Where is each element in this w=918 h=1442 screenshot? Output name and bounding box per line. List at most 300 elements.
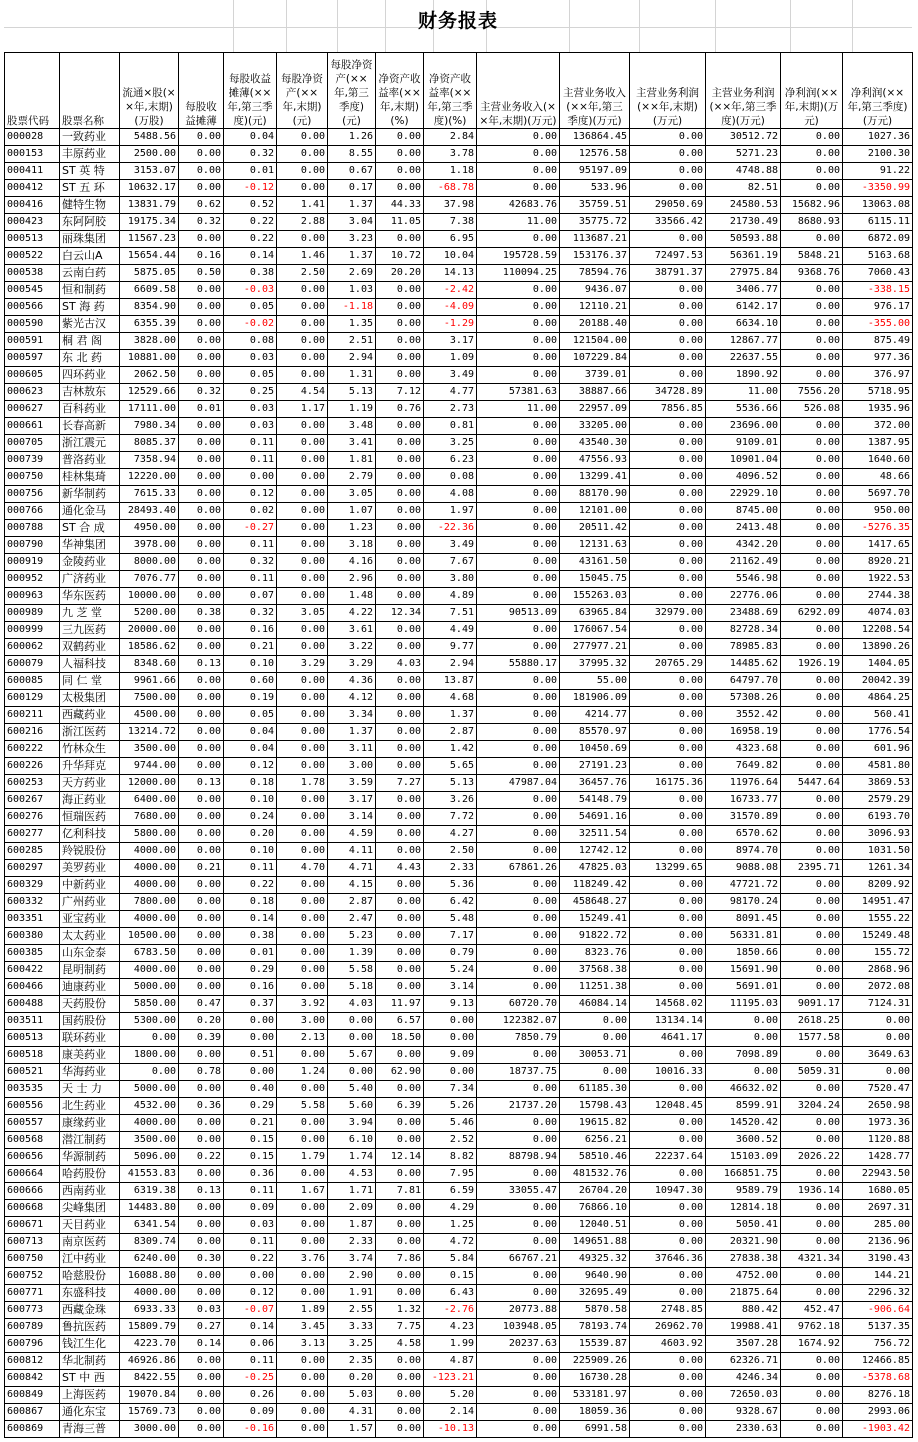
stock-code-cell[interactable]: 600211 <box>5 707 60 724</box>
value-cell[interactable]: 14568.02 <box>630 996 706 1013</box>
value-cell[interactable]: 1640.60 <box>843 452 913 469</box>
value-cell[interactable]: 9368.76 <box>781 265 843 282</box>
value-cell[interactable]: 8.82 <box>424 1149 477 1166</box>
stock-code-cell[interactable]: 600869 <box>5 1421 60 1438</box>
value-cell[interactable]: 5.84 <box>424 1251 477 1268</box>
stock-name-cell[interactable]: 康缘药业 <box>60 1115 120 1132</box>
value-cell[interactable]: 0.06 <box>224 1336 277 1353</box>
value-cell[interactable]: 0.00 <box>376 1268 424 1285</box>
value-cell[interactable]: 4.54 <box>277 384 328 401</box>
value-cell[interactable]: 0.00 <box>224 469 277 486</box>
value-cell[interactable]: 1.97 <box>424 503 477 520</box>
value-cell[interactable]: 20.20 <box>376 265 424 282</box>
value-cell[interactable]: 5.58 <box>328 962 376 979</box>
value-cell[interactable]: 12742.12 <box>560 843 630 860</box>
value-cell[interactable]: 7980.34 <box>120 418 179 435</box>
value-cell[interactable]: 0.00 <box>179 979 224 996</box>
value-cell[interactable]: 2.50 <box>277 265 328 282</box>
value-cell[interactable]: 0.00 <box>376 588 424 605</box>
value-cell[interactable]: 0.00 <box>376 928 424 945</box>
stock-name-cell[interactable]: 美罗药业 <box>60 860 120 877</box>
value-cell[interactable]: 2.88 <box>277 214 328 231</box>
value-cell[interactable]: 2100.30 <box>843 146 913 163</box>
value-cell[interactable]: 0.00 <box>277 367 328 384</box>
value-cell[interactable]: 78594.76 <box>560 265 630 282</box>
value-cell[interactable]: 4.53 <box>328 1166 376 1183</box>
value-cell[interactable]: 10632.17 <box>120 180 179 197</box>
value-cell[interactable]: 0.00 <box>376 231 424 248</box>
value-cell[interactable]: 55880.17 <box>477 656 560 673</box>
stock-code-cell[interactable]: 600253 <box>5 775 60 792</box>
value-cell[interactable]: 0.00 <box>781 1200 843 1217</box>
value-cell[interactable]: 0.00 <box>376 911 424 928</box>
stock-name-cell[interactable]: 昆明制药 <box>60 962 120 979</box>
value-cell[interactable]: 0.00 <box>179 299 224 316</box>
stock-name-cell[interactable]: 广州药业 <box>60 894 120 911</box>
value-cell[interactable]: 5.23 <box>328 928 376 945</box>
value-cell[interactable]: 33566.42 <box>630 214 706 231</box>
stock-name-cell[interactable]: 太太药业 <box>60 928 120 945</box>
value-cell[interactable]: 22943.50 <box>843 1166 913 1183</box>
value-cell[interactable]: 0.03 <box>224 350 277 367</box>
value-cell[interactable]: 0.00 <box>376 146 424 163</box>
value-cell[interactable]: 3.34 <box>328 707 376 724</box>
value-cell[interactable]: 0.00 <box>477 1421 560 1438</box>
stock-name-cell[interactable]: 一致药业 <box>60 129 120 146</box>
stock-code-cell[interactable]: 600285 <box>5 843 60 860</box>
value-cell[interactable]: 0.25 <box>224 384 277 401</box>
value-cell[interactable]: 46084.14 <box>560 996 630 1013</box>
value-cell[interactable]: 1776.54 <box>843 724 913 741</box>
value-cell[interactable]: 1.99 <box>424 1336 477 1353</box>
value-cell[interactable]: 88798.94 <box>477 1149 560 1166</box>
value-cell[interactable]: 98170.24 <box>706 894 781 911</box>
value-cell[interactable]: 0.00 <box>781 622 843 639</box>
value-cell[interactable]: 5.67 <box>328 1047 376 1064</box>
value-cell[interactable]: 0.00 <box>630 1115 706 1132</box>
value-cell[interactable]: 0.00 <box>477 452 560 469</box>
value-cell[interactable]: 0.00 <box>781 350 843 367</box>
value-cell[interactable]: 0.00 <box>781 180 843 197</box>
value-cell[interactable]: 8085.37 <box>120 435 179 452</box>
value-cell[interactable]: 0.00 <box>179 588 224 605</box>
value-cell[interactable]: 1.41 <box>277 197 328 214</box>
value-cell[interactable]: 0.00 <box>781 503 843 520</box>
value-cell[interactable]: 6.23 <box>424 452 477 469</box>
value-cell[interactable]: 2.52 <box>424 1132 477 1149</box>
stock-code-cell[interactable]: 600789 <box>5 1319 60 1336</box>
value-cell[interactable]: 0.00 <box>179 673 224 690</box>
value-cell[interactable]: 0.00 <box>477 1285 560 1302</box>
value-cell[interactable]: 107229.84 <box>560 350 630 367</box>
value-cell[interactable]: 0.00 <box>179 1370 224 1387</box>
value-cell[interactable]: 14.13 <box>424 265 477 282</box>
value-cell[interactable]: -1.18 <box>328 299 376 316</box>
stock-name-cell[interactable]: 东阿阿胶 <box>60 214 120 231</box>
value-cell[interactable]: 5870.58 <box>560 1302 630 1319</box>
value-cell[interactable]: 2026.22 <box>781 1149 843 1166</box>
value-cell[interactable]: 1555.22 <box>843 911 913 928</box>
value-cell[interactable]: 0.50 <box>179 265 224 282</box>
value-cell[interactable]: 5096.00 <box>120 1149 179 1166</box>
value-cell[interactable]: 10881.00 <box>120 350 179 367</box>
value-cell[interactable]: 1417.65 <box>843 537 913 554</box>
value-cell[interactable]: 0.00 <box>376 163 424 180</box>
value-cell[interactable]: 7.51 <box>424 605 477 622</box>
stock-code-cell[interactable]: 000028 <box>5 129 60 146</box>
value-cell[interactable]: 0.11 <box>224 571 277 588</box>
value-cell[interactable]: 13890.26 <box>843 639 913 656</box>
value-cell[interactable]: 0.00 <box>477 741 560 758</box>
value-cell[interactable]: 0.11 <box>224 452 277 469</box>
value-cell[interactable]: 0.00 <box>781 282 843 299</box>
value-cell[interactable]: 0.21 <box>179 860 224 877</box>
value-cell[interactable]: 225909.26 <box>560 1353 630 1370</box>
value-cell[interactable]: 0.22 <box>224 231 277 248</box>
value-cell[interactable]: 7800.00 <box>120 894 179 911</box>
value-cell[interactable]: 0.38 <box>224 928 277 945</box>
value-cell[interactable]: 118249.42 <box>560 877 630 894</box>
value-cell[interactable]: 0.00 <box>277 1047 328 1064</box>
value-cell[interactable]: 8974.70 <box>706 843 781 860</box>
stock-name-cell[interactable]: 双鹤药业 <box>60 639 120 656</box>
value-cell[interactable]: 0.00 <box>630 622 706 639</box>
value-cell[interactable]: 0.00 <box>781 707 843 724</box>
value-cell[interactable]: 2413.48 <box>706 520 781 537</box>
value-cell[interactable]: 0.00 <box>781 1081 843 1098</box>
value-cell[interactable]: -0.03 <box>224 282 277 299</box>
stock-name-cell[interactable]: ST 五 环 <box>60 180 120 197</box>
value-cell[interactable]: 0.00 <box>630 639 706 656</box>
value-cell[interactable]: 0.00 <box>277 503 328 520</box>
value-cell[interactable]: 27975.84 <box>706 265 781 282</box>
value-cell[interactable]: 4074.03 <box>843 605 913 622</box>
value-cell[interactable]: 0.00 <box>781 877 843 894</box>
value-cell[interactable]: -2.76 <box>424 1302 477 1319</box>
value-cell[interactable]: 0.00 <box>179 1268 224 1285</box>
value-cell[interactable]: 8.55 <box>328 146 376 163</box>
value-cell[interactable]: 3828.00 <box>120 333 179 350</box>
value-cell[interactable]: 0.38 <box>179 605 224 622</box>
value-cell[interactable]: 0.00 <box>477 1132 560 1149</box>
value-cell[interactable]: 0.17 <box>328 180 376 197</box>
value-cell[interactable]: 3.92 <box>277 996 328 1013</box>
value-cell[interactable]: 5.20 <box>424 1387 477 1404</box>
value-cell[interactable]: 0.22 <box>224 214 277 231</box>
value-cell[interactable]: 0.00 <box>376 180 424 197</box>
value-cell[interactable]: 0.00 <box>376 1234 424 1251</box>
value-cell[interactable]: 0.00 <box>376 333 424 350</box>
value-cell[interactable]: 0.20 <box>328 1370 376 1387</box>
value-cell[interactable]: 13214.72 <box>120 724 179 741</box>
value-cell[interactable]: 0.00 <box>277 622 328 639</box>
stock-code-cell[interactable]: 600750 <box>5 1251 60 1268</box>
value-cell[interactable]: 0.00 <box>706 1030 781 1047</box>
value-cell[interactable]: 4321.34 <box>781 1251 843 1268</box>
stock-name-cell[interactable]: 中新药业 <box>60 877 120 894</box>
stock-code-cell[interactable]: 000999 <box>5 622 60 639</box>
value-cell[interactable]: 6256.21 <box>560 1132 630 1149</box>
value-cell[interactable]: 0.51 <box>224 1047 277 1064</box>
value-cell[interactable]: 12.34 <box>376 605 424 622</box>
value-cell[interactable]: 0.00 <box>477 520 560 537</box>
value-cell[interactable]: 0.00 <box>781 537 843 554</box>
value-cell[interactable]: 3600.52 <box>706 1132 781 1149</box>
value-cell[interactable]: 4.58 <box>376 1336 424 1353</box>
value-cell[interactable]: 3.45 <box>277 1319 328 1336</box>
value-cell[interactable]: 0.00 <box>277 1370 328 1387</box>
value-cell[interactable]: 0.00 <box>376 945 424 962</box>
stock-name-cell[interactable]: 升华拜克 <box>60 758 120 775</box>
value-cell[interactable]: 13831.79 <box>120 197 179 214</box>
stock-code-cell[interactable]: 600422 <box>5 962 60 979</box>
value-cell[interactable]: 3500.00 <box>120 1132 179 1149</box>
value-cell[interactable]: 0.00 <box>179 962 224 979</box>
value-cell[interactable]: 153176.37 <box>560 248 630 265</box>
value-cell[interactable]: 4000.00 <box>120 843 179 860</box>
value-cell[interactable]: 1.71 <box>328 1183 376 1200</box>
stock-code-cell[interactable]: 000153 <box>5 146 60 163</box>
value-cell[interactable]: 0.00 <box>781 1115 843 1132</box>
value-cell[interactable]: 57308.26 <box>706 690 781 707</box>
value-cell[interactable]: 0.10 <box>224 792 277 809</box>
stock-name-cell[interactable]: 紫光古汉 <box>60 316 120 333</box>
value-cell[interactable]: 36457.76 <box>560 775 630 792</box>
value-cell[interactable]: 0.13 <box>179 656 224 673</box>
value-cell[interactable]: 22237.64 <box>630 1149 706 1166</box>
value-cell[interactable]: 0.00 <box>630 894 706 911</box>
value-cell[interactable]: 0.00 <box>477 180 560 197</box>
value-cell[interactable]: 23696.00 <box>706 418 781 435</box>
stock-name-cell[interactable]: 潜江制药 <box>60 1132 120 1149</box>
stock-code-cell[interactable]: 600668 <box>5 1200 60 1217</box>
value-cell[interactable]: 0.00 <box>277 945 328 962</box>
value-cell[interactable]: 0.00 <box>560 1013 630 1030</box>
stock-code-cell[interactable]: 000790 <box>5 537 60 554</box>
value-cell[interactable]: 2.79 <box>328 469 376 486</box>
value-cell[interactable]: 12.14 <box>376 1149 424 1166</box>
value-cell[interactable]: 33055.47 <box>477 1183 560 1200</box>
stock-code-cell[interactable]: 000513 <box>5 231 60 248</box>
value-cell[interactable]: 12814.18 <box>706 1200 781 1217</box>
value-cell[interactable]: 0.00 <box>277 1115 328 1132</box>
value-cell[interactable]: 0.00 <box>179 571 224 588</box>
value-cell[interactable]: 5.26 <box>424 1098 477 1115</box>
value-cell[interactable]: 0.00 <box>277 1132 328 1149</box>
value-cell[interactable]: 0.00 <box>477 571 560 588</box>
value-cell[interactable]: 2.90 <box>328 1268 376 1285</box>
value-cell[interactable]: 0.13 <box>179 775 224 792</box>
value-cell[interactable]: 10016.33 <box>630 1064 706 1081</box>
stock-code-cell[interactable]: 000538 <box>5 265 60 282</box>
stock-code-cell[interactable]: 000412 <box>5 180 60 197</box>
value-cell[interactable]: 7.81 <box>376 1183 424 1200</box>
value-cell[interactable]: 0.16 <box>224 622 277 639</box>
value-cell[interactable]: 6.57 <box>376 1013 424 1030</box>
value-cell[interactable]: 452.47 <box>781 1302 843 1319</box>
value-cell[interactable]: 5050.41 <box>706 1217 781 1234</box>
value-cell[interactable]: 0.00 <box>376 299 424 316</box>
value-cell[interactable]: 0.00 <box>376 571 424 588</box>
value-cell[interactable]: -10.13 <box>424 1421 477 1438</box>
value-cell[interactable]: 1.48 <box>328 588 376 605</box>
value-cell[interactable]: 34728.89 <box>630 384 706 401</box>
value-cell[interactable]: 0.00 <box>630 979 706 996</box>
value-cell[interactable]: 3204.24 <box>781 1098 843 1115</box>
stock-name-cell[interactable]: ST 中 西 <box>60 1370 120 1387</box>
stock-name-cell[interactable]: ST 英 特 <box>60 163 120 180</box>
value-cell[interactable]: 12040.51 <box>560 1217 630 1234</box>
value-cell[interactable]: 372.00 <box>843 418 913 435</box>
value-cell[interactable]: 2500.00 <box>120 146 179 163</box>
value-cell[interactable]: 0.00 <box>277 452 328 469</box>
value-cell[interactable]: 0.00 <box>477 1200 560 1217</box>
value-cell[interactable]: 0.00 <box>630 945 706 962</box>
value-cell[interactable]: 0.00 <box>277 554 328 571</box>
stock-name-cell[interactable]: 哈药股份 <box>60 1166 120 1183</box>
value-cell[interactable]: 0.00 <box>179 129 224 146</box>
value-cell[interactable]: 1.09 <box>424 350 477 367</box>
value-cell[interactable]: 0.00 <box>179 1387 224 1404</box>
value-cell[interactable]: 0.00 <box>560 1030 630 1047</box>
value-cell[interactable]: 3.04 <box>328 214 376 231</box>
value-cell[interactable]: 0.00 <box>630 826 706 843</box>
value-cell[interactable]: 6.43 <box>424 1285 477 1302</box>
value-cell[interactable]: 0.00 <box>477 299 560 316</box>
value-cell[interactable]: 0.00 <box>843 1030 913 1047</box>
value-cell[interactable]: 21875.64 <box>706 1285 781 1302</box>
value-cell[interactable]: 2.96 <box>328 571 376 588</box>
stock-code-cell[interactable]: 600513 <box>5 1030 60 1047</box>
value-cell[interactable]: 0.00 <box>781 911 843 928</box>
stock-code-cell[interactable]: 000788 <box>5 520 60 537</box>
value-cell[interactable]: 4.89 <box>424 588 477 605</box>
value-cell[interactable]: 0.00 <box>630 1353 706 1370</box>
value-cell[interactable]: 0.00 <box>179 418 224 435</box>
value-cell[interactable]: 1.78 <box>277 775 328 792</box>
value-cell[interactable]: 3739.01 <box>560 367 630 384</box>
value-cell[interactable]: 0.00 <box>477 928 560 945</box>
value-cell[interactable]: 0.00 <box>277 741 328 758</box>
value-cell[interactable]: 0.00 <box>630 350 706 367</box>
stock-name-cell[interactable]: 山东金泰 <box>60 945 120 962</box>
value-cell[interactable]: 0.00 <box>376 962 424 979</box>
value-cell[interactable]: 601.96 <box>843 741 913 758</box>
stock-name-cell[interactable]: 天 士 力 <box>60 1081 120 1098</box>
value-cell[interactable]: 11.05 <box>376 214 424 231</box>
value-cell[interactable]: 0.10 <box>224 843 277 860</box>
value-cell[interactable]: 0.00 <box>277 1387 328 1404</box>
value-cell[interactable]: 0.00 <box>477 690 560 707</box>
value-cell[interactable]: 0.00 <box>179 333 224 350</box>
stock-code-cell[interactable]: 600796 <box>5 1336 60 1353</box>
value-cell[interactable]: 0.00 <box>630 1285 706 1302</box>
value-cell[interactable]: 41553.83 <box>120 1166 179 1183</box>
value-cell[interactable]: 0.00 <box>179 367 224 384</box>
value-cell[interactable]: 54148.79 <box>560 792 630 809</box>
value-cell[interactable]: 0.00 <box>781 129 843 146</box>
value-cell[interactable]: 0.27 <box>179 1319 224 1336</box>
value-cell[interactable]: 3.25 <box>328 1336 376 1353</box>
value-cell[interactable]: 0.00 <box>179 707 224 724</box>
value-cell[interactable]: 0.00 <box>630 724 706 741</box>
value-cell[interactable]: 9640.90 <box>560 1268 630 1285</box>
value-cell[interactable]: 18586.62 <box>120 639 179 656</box>
value-cell[interactable]: 0.00 <box>179 1132 224 1149</box>
value-cell[interactable]: 0.00 <box>630 367 706 384</box>
value-cell[interactable]: 13134.14 <box>630 1013 706 1030</box>
stock-code-cell[interactable]: 600380 <box>5 928 60 945</box>
value-cell[interactable]: 0.00 <box>179 1166 224 1183</box>
value-cell[interactable]: 15249.48 <box>843 928 913 945</box>
value-cell[interactable]: 11.00 <box>477 401 560 418</box>
value-cell[interactable]: 5000.00 <box>120 1081 179 1098</box>
value-cell[interactable]: 0.00 <box>376 1421 424 1438</box>
value-cell[interactable]: 1.17 <box>277 401 328 418</box>
value-cell[interactable]: 0.00 <box>477 418 560 435</box>
value-cell[interactable]: 2993.06 <box>843 1404 913 1421</box>
value-cell[interactable]: 0.00 <box>477 724 560 741</box>
value-cell[interactable]: 0.38 <box>224 265 277 282</box>
stock-code-cell[interactable]: 600867 <box>5 1404 60 1421</box>
stock-code-cell[interactable]: 000963 <box>5 588 60 605</box>
value-cell[interactable]: 0.00 <box>179 486 224 503</box>
stock-code-cell[interactable]: 600812 <box>5 1353 60 1370</box>
value-cell[interactable]: 11976.64 <box>706 775 781 792</box>
value-cell[interactable]: 57381.63 <box>477 384 560 401</box>
value-cell[interactable]: 18.50 <box>376 1030 424 1047</box>
stock-name-cell[interactable]: 亚宝药业 <box>60 911 120 928</box>
value-cell[interactable]: 9961.66 <box>120 673 179 690</box>
value-cell[interactable]: 0.00 <box>376 792 424 809</box>
stock-code-cell[interactable]: 600556 <box>5 1098 60 1115</box>
value-cell[interactable]: 15691.90 <box>706 962 781 979</box>
value-cell[interactable]: 0.13 <box>179 1183 224 1200</box>
value-cell[interactable]: 4.77 <box>424 384 477 401</box>
stock-code-cell[interactable]: 003351 <box>5 911 60 928</box>
value-cell[interactable]: 3.26 <box>424 792 477 809</box>
value-cell[interactable]: 0.00 <box>843 1013 913 1030</box>
value-cell[interactable]: 38887.66 <box>560 384 630 401</box>
value-cell[interactable]: 4000.00 <box>120 860 179 877</box>
value-cell[interactable]: 0.00 <box>781 979 843 996</box>
value-cell[interactable]: 62.90 <box>376 1064 424 1081</box>
value-cell[interactable]: 0.00 <box>630 928 706 945</box>
value-cell[interactable]: 5271.23 <box>706 146 781 163</box>
stock-code-cell[interactable]: 600222 <box>5 741 60 758</box>
value-cell[interactable]: 880.42 <box>706 1302 781 1319</box>
value-cell[interactable]: 8354.90 <box>120 299 179 316</box>
value-cell[interactable]: 3.41 <box>328 435 376 452</box>
stock-code-cell[interactable]: 000522 <box>5 248 60 265</box>
value-cell[interactable]: 7076.77 <box>120 571 179 588</box>
value-cell[interactable]: 21737.20 <box>477 1098 560 1115</box>
value-cell[interactable]: 0.00 <box>477 809 560 826</box>
value-cell[interactable]: 28493.40 <box>120 503 179 520</box>
value-cell[interactable]: 2697.31 <box>843 1200 913 1217</box>
value-cell[interactable]: 0.00 <box>781 894 843 911</box>
value-cell[interactable]: 0.00 <box>477 129 560 146</box>
value-cell[interactable]: 2650.98 <box>843 1098 913 1115</box>
value-cell[interactable]: 7520.47 <box>843 1081 913 1098</box>
stock-name-cell[interactable]: 桐 君 阁 <box>60 333 120 350</box>
value-cell[interactable]: 0.21 <box>224 639 277 656</box>
value-cell[interactable]: 0.00 <box>179 163 224 180</box>
value-cell[interactable]: 2.55 <box>328 1302 376 1319</box>
value-cell[interactable]: 0.12 <box>224 486 277 503</box>
value-cell[interactable]: 7615.33 <box>120 486 179 503</box>
value-cell[interactable]: -338.15 <box>843 282 913 299</box>
